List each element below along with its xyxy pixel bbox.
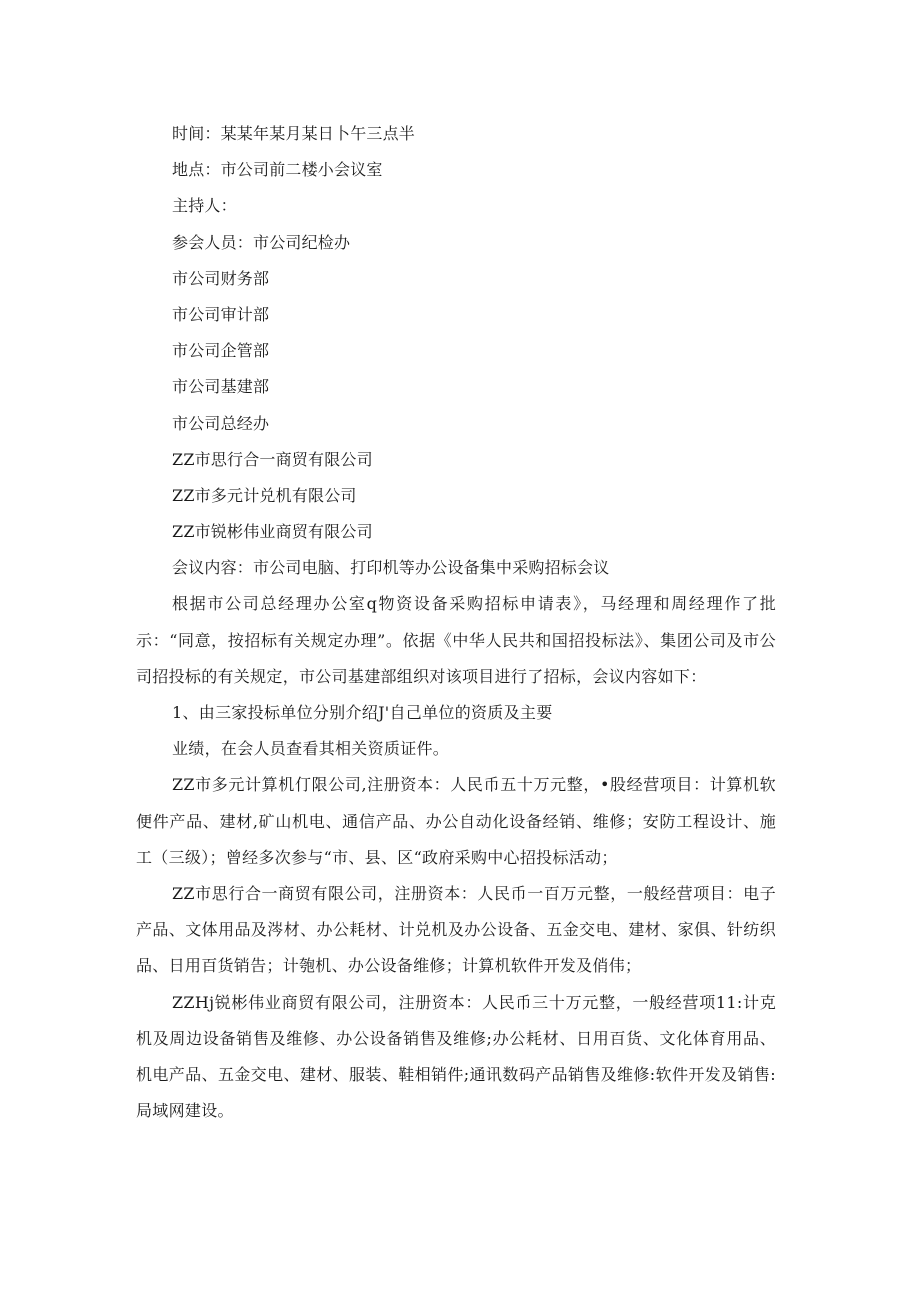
intro-paragraph: 根据市公司总经理办公室q物资设备采购招标申请表》，马经理和周经理作了批示：“同意，按招标有关规定办理”。依据《中华人民共和国招投标法》、集团公司及市公司招投标的有关规定，市公司基建部组织对该项目进行了招标，会议内容如下： — [136, 594, 776, 686]
meeting-location: 地点：市公司前二楼小会议室 — [172, 160, 383, 180]
item-1-continuation: 业绩，在会人员查看其相关资质证件。 — [172, 739, 450, 759]
attendee-company-duoyuan: ZZ市多元计兑机有限公司 — [172, 485, 357, 505]
meeting-host: 主持人： — [172, 196, 237, 216]
attendee-audit: 市公司审计部 — [172, 304, 270, 324]
document-body — [136, 116, 776, 1129]
item-1-paragraph: 1、由三家投标单位分别介绍J'自己单位的资质及主要 — [172, 703, 553, 723]
meeting-attendees: 参会人员：市公司纪检办 — [172, 232, 351, 252]
attendee-company-sixing: ZZ市思行合一商贸有限公司 — [172, 449, 373, 469]
attendee-company-ruibin: ZZ市锐彬伟业商贸有限公司 — [172, 522, 373, 542]
attendee-general-office: 市公司总经办 — [172, 413, 270, 433]
company-sixing-paragraph: ZZ市思行合一商贸有限公司，注册资本：人民币一百万元整，一般经营项目：电子产品、文体用品及涔材、办公耗材、计兑机及办公设备、五金交电、建材、家俱、针纺织品、日用百货销告；计匏机、办公设备维修；计算机软件开发及俏伟； — [136, 884, 776, 976]
attendee-finance: 市公司财务部 — [172, 268, 270, 288]
company-duoyuan-paragraph: ZZ市多元计算机仃限公司,注册资本：人民币五十万元整，•股经营项目：计算机软便件产品、建材,矿山机电、通信产品、办公自动化设备经销、维修；安防工程设计、施工（三级）；曾经多次参与“市、县、区“政府采购中心招投标活动； — [136, 775, 776, 867]
meeting-time: 时间：某某年某月某日卜午三点半 — [172, 124, 416, 143]
attendee-management: 市公司企管部 — [172, 341, 270, 361]
meeting-content: 会议内容：市公司电脑、打印机等办公设备集中采购招标会议 — [172, 558, 610, 578]
attendee-construction: 市公司基建部 — [172, 377, 270, 397]
company-ruibin-paragraph: ZZHj锐彬伟业商贸有限公司，注册资本：人民币三十万元整，一般经营项11:计克机及周边设备销售及维修、办公设备销售及维修;办公耗材、日用百货、文化体育用品、机电产品、五金交电、建材、服装、鞋相销件;通讯数码产品销售及维修:软件开发及销售:局域网建设。 — [136, 992, 776, 1121]
